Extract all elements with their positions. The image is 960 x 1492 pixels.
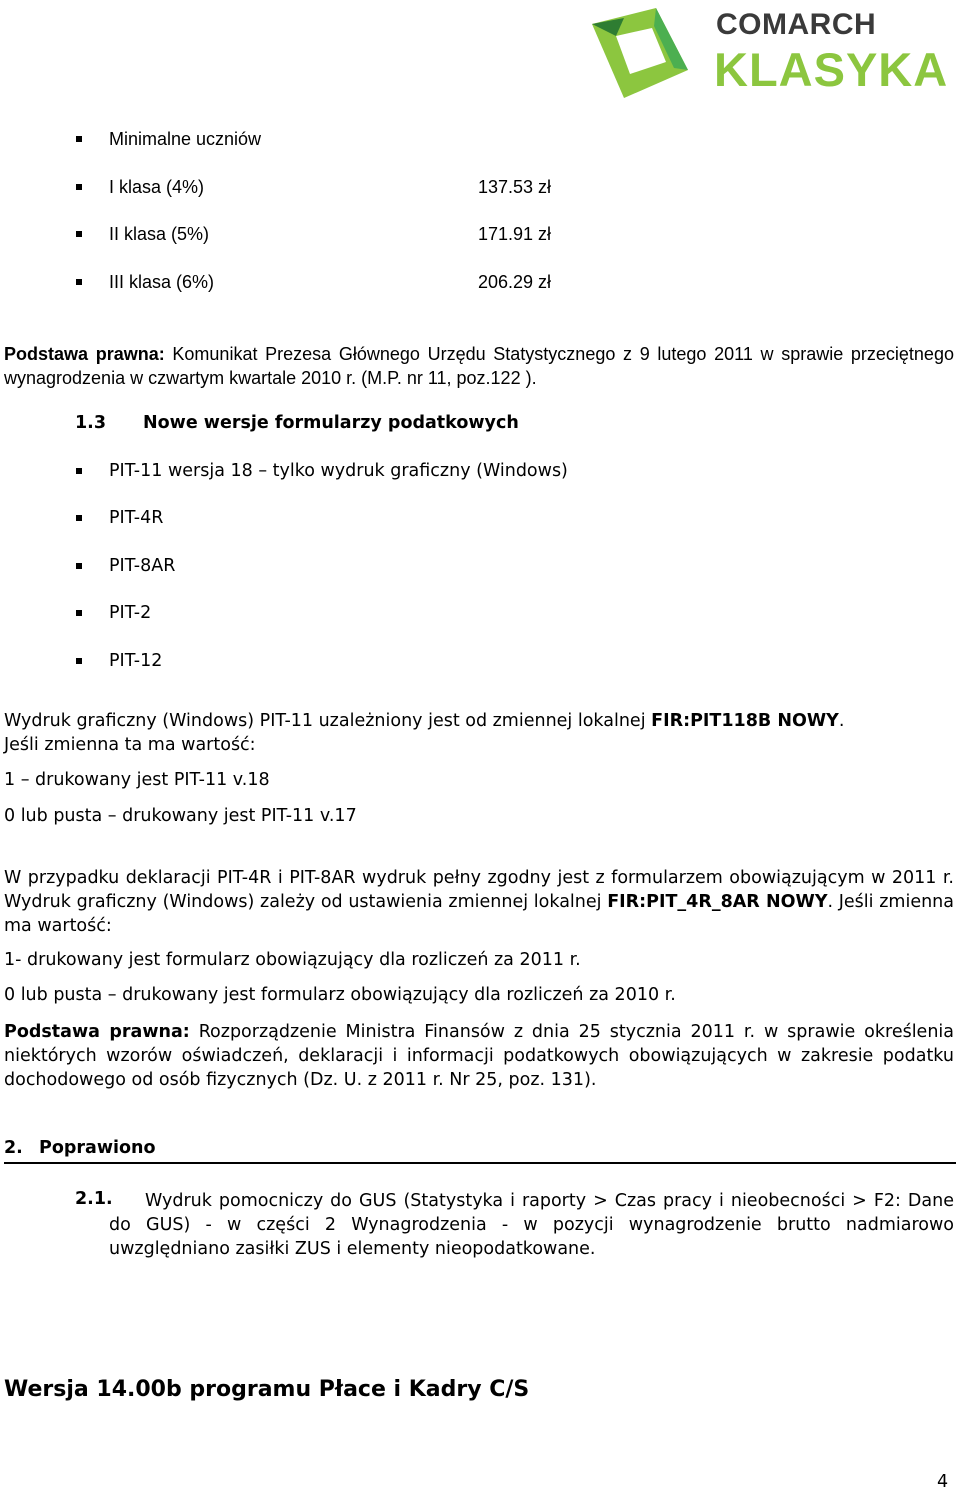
bullet-icon <box>76 231 82 237</box>
section-number: 1.3 <box>75 413 107 433</box>
paragraph-pit4r <box>4 866 954 938</box>
variable-name: FIR:PIT118B NOWY <box>651 711 839 731</box>
logo-text-comarch: COMARCH <box>716 8 877 41</box>
bullet-icon <box>76 563 82 569</box>
item-text: Wydruk pomocniczy do GUS (Statystyka i raporty > Czas pracy i nieobecności > F2: Dane do GUS) - w części 2 Wynagrodzenia - w pozycji wynagrodzenie brutto nadmiarowo uwzględniano zasiłki ZUS i elementy nieopodatkowane. <box>109 1191 954 1259</box>
legal-basis-label: Podstawa prawna: <box>4 344 165 364</box>
legal-basis-label: Podstawa prawna: <box>4 1022 190 1042</box>
contribution-label: I klasa (4%) <box>109 177 205 197</box>
contribution-amount: 206.29 zł <box>478 272 552 292</box>
bullet-icon <box>76 515 82 521</box>
section-title: Nowe wersje formularzy podatkowych <box>143 413 519 433</box>
contribution-amount: 137.53 zł <box>478 177 552 197</box>
item-number: 2.1. <box>75 1189 113 1209</box>
section-divider <box>4 1162 956 1164</box>
paragraph-text: Wydruk graficzny (Windows) PIT-11 uzależniony jest od zmiennej lokalnej <box>4 711 646 731</box>
contribution-label: II klasa (5%) <box>109 224 210 244</box>
option-line: 1- drukowany jest formularz obowiązujący dla rozliczeń za 2011 r. <box>4 950 581 970</box>
section-number: 2. <box>4 1138 23 1158</box>
option-line: 0 lub pusta – drukowany jest PIT-11 v.17 <box>4 806 357 826</box>
legal-basis-paragraph <box>4 342 954 390</box>
list-item: PIT-4R <box>109 508 164 528</box>
bullet-icon <box>76 658 82 664</box>
option-line: 1 – drukowany jest PIT-11 v.18 <box>4 770 270 790</box>
section-title: Poprawiono <box>39 1138 156 1158</box>
legal-basis-text: Rozporządzenie Ministra Finansów z dnia 25 stycznia 2011 r. w sprawie określenia niektórych wzorów oświadczeń, deklaracji i informacji podatkowych obowiązujących w zakresie podatku dochodowego od osób fizycznych (Dz. U. z 2011 r. Nr 25, poz. 131). <box>4 1022 955 1090</box>
bullet-icon <box>76 468 82 474</box>
page-number: 4 <box>937 1472 949 1492</box>
list-item: PIT-2 <box>109 603 152 623</box>
contributions-title: Minimalne uczniów <box>109 129 262 149</box>
legal-basis-paragraph <box>4 1020 954 1092</box>
paragraph-text: W przypadku deklaracji PIT-4R i PIT-8AR wydruk pełny zgodny jest z formularzem obowiązującym w 2011 r. Wydruk graficzny (Windows) zależy od ustawienia zmiennej lokalnej <box>4 868 954 912</box>
list-item: PIT-11 wersja 18 – tylko wydruk graficzny (Windows) <box>109 461 568 481</box>
bullet-icon <box>76 610 82 616</box>
bullet-icon <box>76 279 82 285</box>
variable-name: FIR:PIT_4R_8AR NOWY <box>607 892 828 912</box>
version-heading: Wersja 14.00b programu Płace i Kadry C/S <box>4 1377 530 1402</box>
list-item: PIT-8AR <box>109 556 176 576</box>
paragraph-pit11 <box>4 711 844 731</box>
bullet-icon <box>76 136 82 142</box>
comarch-klasyka-logo <box>584 4 949 104</box>
paragraph-line: Jeśli zmienna ta ma wartość: <box>4 735 256 755</box>
legal-basis-text: Komunikat Prezesa Głównego Urzędu Statystycznego z 9 lutego 2011 w sprawie przeciętnego wynagrodzenia w czwartym kwartale 2010 r. (M.P. nr 11, poz.122 ). <box>4 344 954 388</box>
contribution-amount: 171.91 zł <box>478 224 552 244</box>
option-line: 0 lub pusta – drukowany jest formularz obowiązujący dla rozliczeń za 2010 r. <box>4 985 676 1005</box>
logo-text-klasyka: KLASYKA <box>714 43 949 96</box>
paragraph-end: . <box>838 711 845 731</box>
logo-mark-icon <box>584 4 694 104</box>
list-item: PIT-12 <box>109 651 163 671</box>
bullet-icon <box>76 184 82 190</box>
paragraph-end: . Jeśli zmienna ma wartość: <box>4 892 954 936</box>
contribution-label: III klasa (6%) <box>109 272 215 292</box>
